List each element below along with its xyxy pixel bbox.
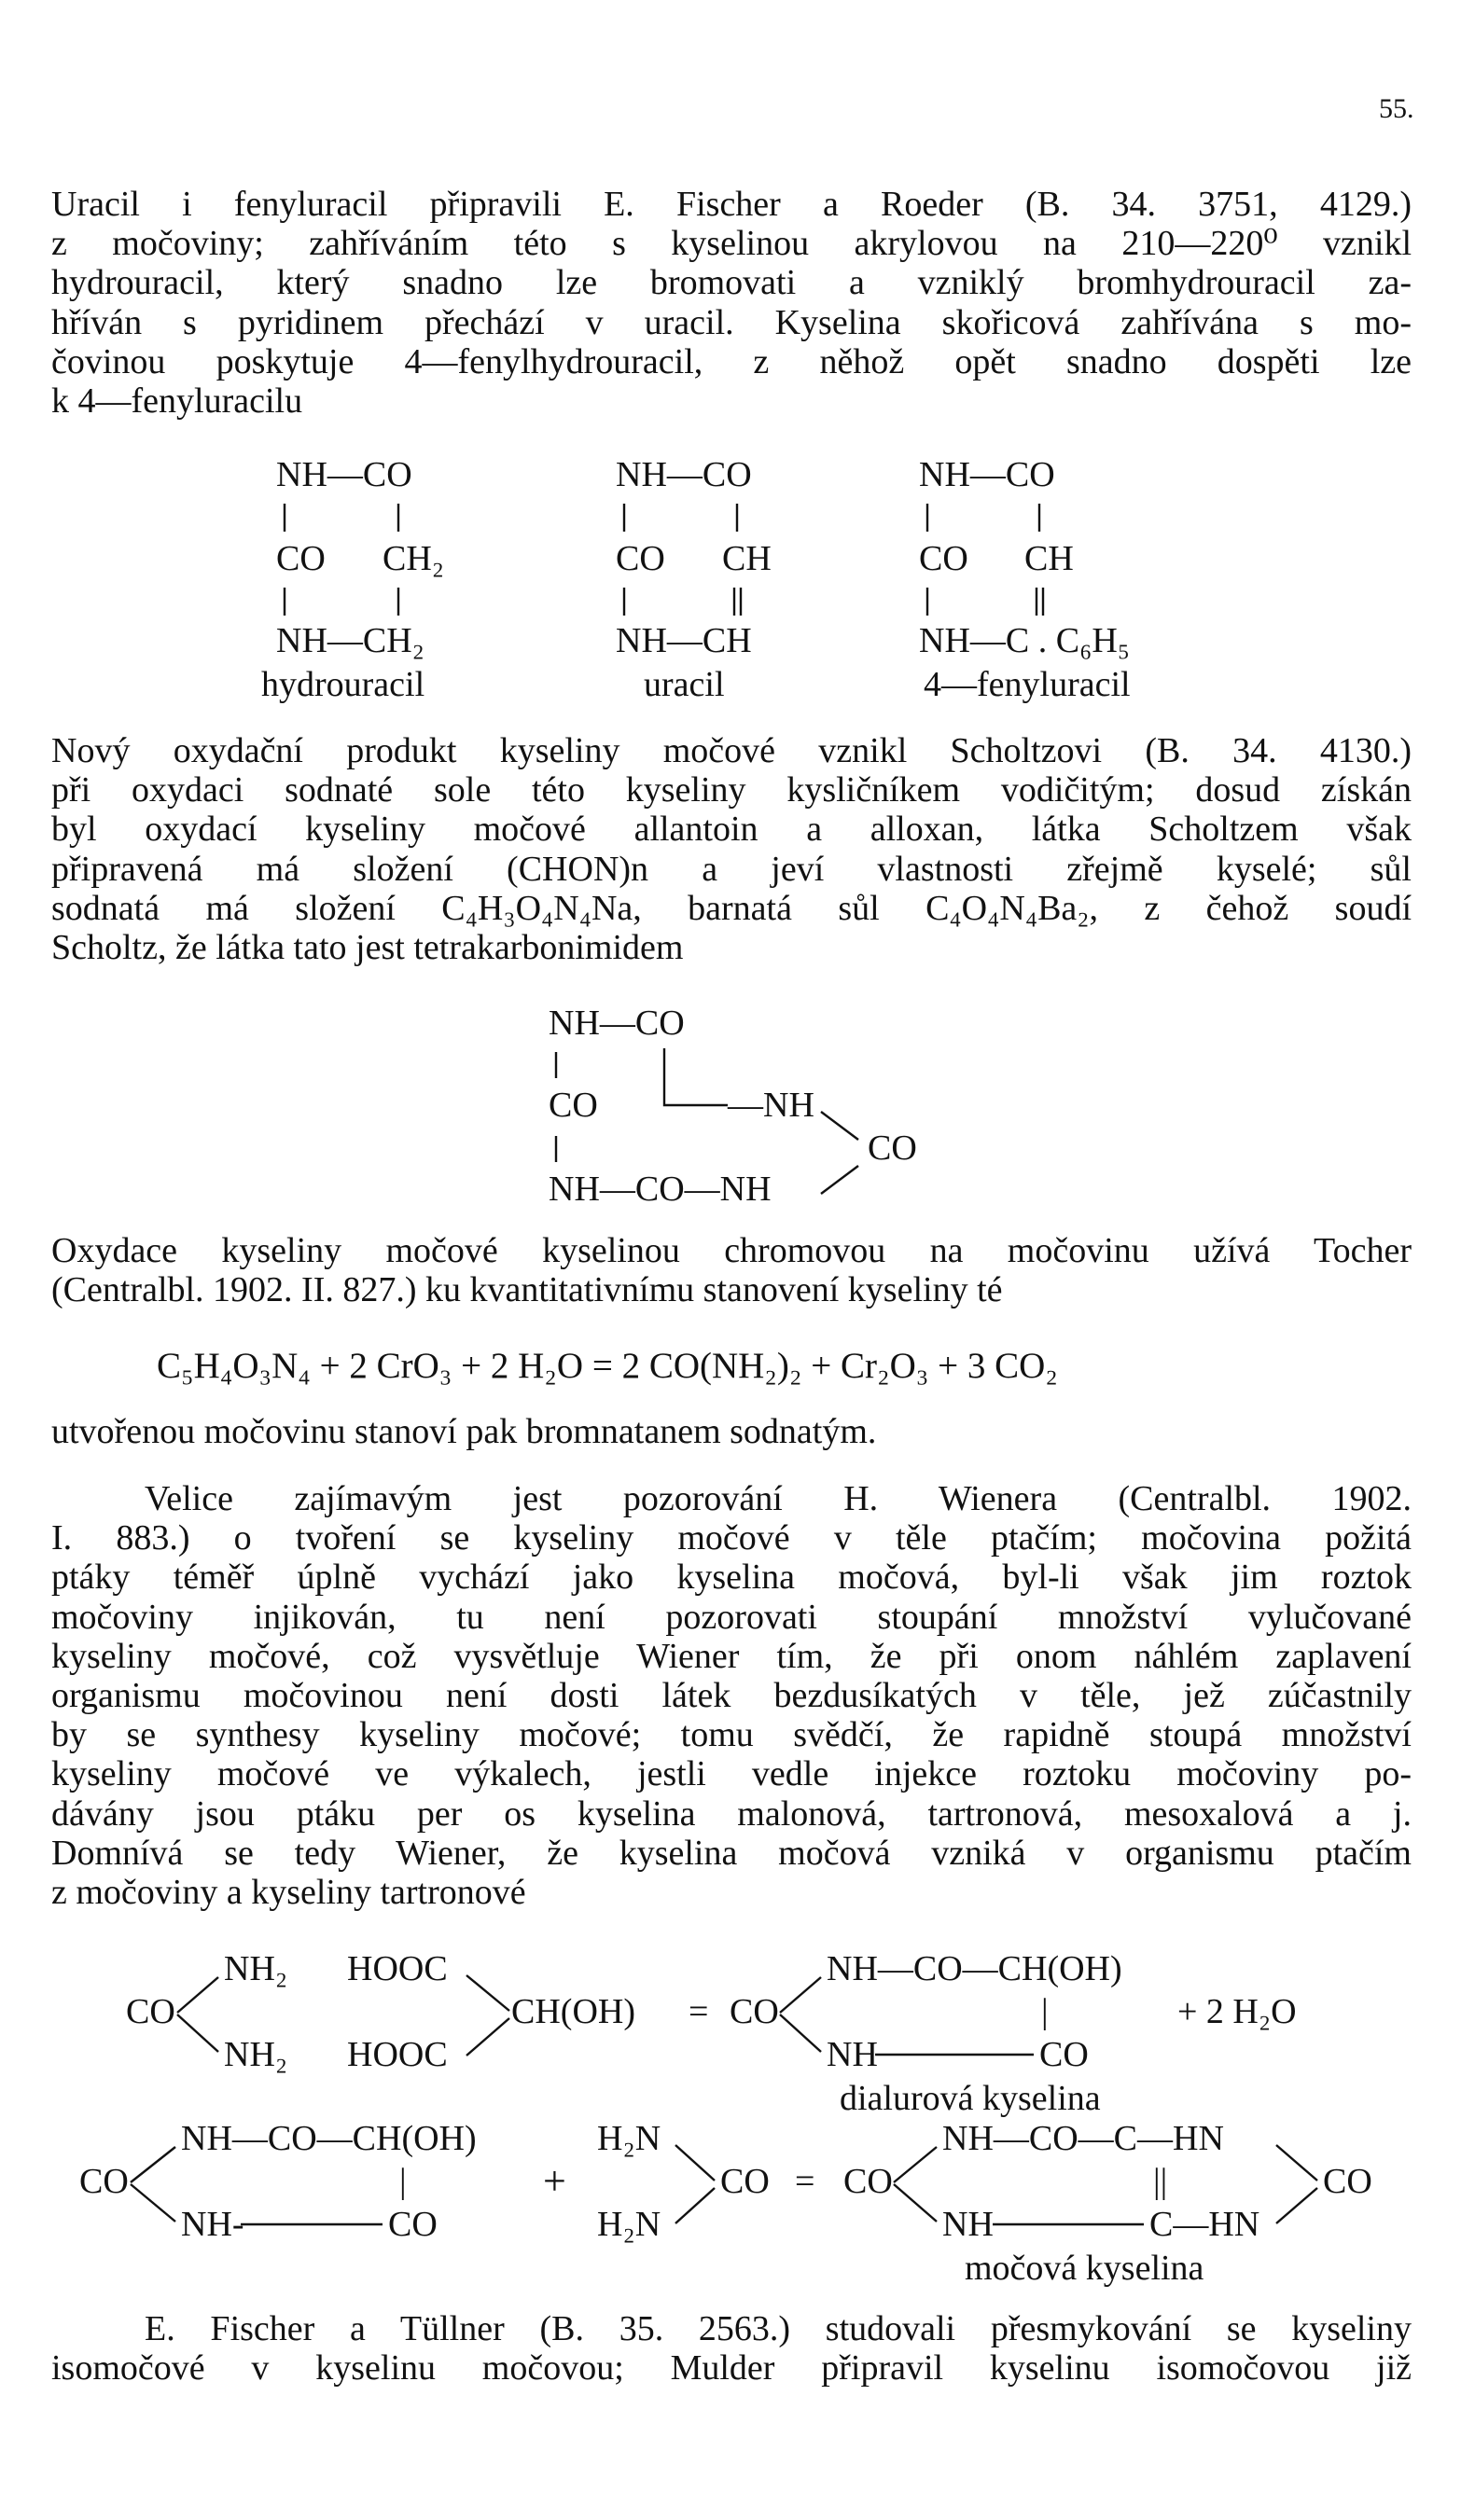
formula-part: CO (730, 1992, 779, 2031)
formula-part: NH—CO—C—HN (942, 2119, 1224, 2158)
paragraph-wiener (51, 1479, 1412, 1912)
formula-part: CH(OH) (511, 1992, 635, 2031)
formula-part: NH₂ (224, 2035, 288, 2074)
compound-name: 4—fenyluracil (924, 665, 1131, 704)
formula-part: NH—CO—CH(OH) (827, 1949, 1122, 1988)
page-number: 55. (1379, 93, 1414, 124)
formula-part: CO (79, 2162, 129, 2201)
formula-row: NH—C . C₆H₅ (919, 621, 1131, 660)
formula-part: C—HN (1149, 2205, 1260, 2244)
paragraph-uracil (51, 185, 1412, 421)
formula-row: NH—CO—NH (549, 1170, 772, 1209)
text-line: hydrouracil, který snadno lze bromovati a vzniklý bromhydrouracil za- (51, 263, 1412, 303)
formula-part: HOOC (347, 2035, 448, 2074)
text-line: I. 883.) o tvoření se kyseliny močové v těle ptačím; močovina požitá (51, 1518, 1412, 1558)
text-line: E. Fischer a Tüllner (B. 35. 2563.) studovali přesmykování se kyseliny (145, 2309, 1412, 2348)
compound-name: uracil (644, 665, 725, 704)
formula-part: NH₂ (224, 1949, 288, 1988)
formula-part: + (543, 2158, 566, 2204)
text-line: Scholtz, že látka tato jest tetrakarbonimidem (51, 928, 684, 968)
formula-part: CO (1039, 2035, 1089, 2074)
formula-row: CO (919, 539, 968, 578)
formula-part: H₂N (597, 2119, 661, 2158)
formula-row: NH—CO (919, 455, 1055, 494)
text-line: k 4—fenyluracilu (51, 381, 303, 422)
paragraph-scholtz (51, 731, 1412, 967)
formula-part: NH- (181, 2205, 244, 2244)
text-line: čovinou poskytuje 4—fenylhydrouracil, z něhož opět snadno dospěti lze (51, 341, 1412, 381)
text-line: Oxydace kyseliny močové kyselinou chromovou na močovinu užívá Tocher (51, 1231, 1412, 1270)
compound-name: hydrouracil (261, 665, 425, 704)
text-line: utvořenou močovinu stanoví pak bromnatanem sodnatým. (51, 1412, 877, 1451)
formula-part: CO (126, 1992, 175, 2031)
paragraph-bromnatan (51, 1412, 1412, 1451)
text-line: kyseliny močové ve výkalech, jestli vedle injekce roztoku močoviny po- (51, 1754, 1412, 1794)
text-line: Domnívá se tedy Wiener, že kyselina močová vzniká v organismu ptačím (51, 1833, 1412, 1873)
formula-row: CH (722, 539, 772, 578)
formula-part: H₂N (597, 2205, 661, 2244)
formula-part: CO (720, 2162, 770, 2201)
formula-part: CO (388, 2205, 438, 2244)
formula-row: CO (616, 539, 665, 578)
text-line: ptáky téměř úplně vychází jako kyselina močová, byl-li však jim roztok (51, 1558, 1412, 1598)
formula-part: CO (1323, 2162, 1372, 2201)
text-line: z močoviny; zahříváním této s kyselinou akrylovou na 210—220⁰ vznikl (51, 224, 1412, 264)
formula-row: NH—CO (549, 1004, 685, 1043)
formula-row: CH (1024, 539, 1074, 578)
formula-part: NH (827, 2035, 878, 2074)
text-line: (Centralbl. 1902. II. 827.) ku kvantitativnímu stanovení kyseliny té (51, 1270, 1003, 1310)
formula-row: CO (549, 1086, 598, 1125)
text-line: organismu močovinou není dosti látek bezdusíkatých v těle, jež zúčastnily (51, 1676, 1412, 1716)
text-line: kyseliny močové, což vysvětluje Wiener tím, že při onom náhlém zaplavení (51, 1636, 1412, 1676)
text-line: dávány jsou ptáku per os kyselina malonová, tartronová, mesoxalová a j. (51, 1793, 1412, 1834)
formula-row: CO (868, 1128, 917, 1168)
formula-row: —NH (728, 1086, 814, 1125)
formula-part: + 2 H₂O (1177, 1992, 1297, 2031)
formula-part: NH (942, 2205, 994, 2244)
text-line: Nový oxydační produkt kyseliny močové vznikl Scholtzovi (B. 34. 4130.) (51, 731, 1412, 770)
text-line: připravená má složení (CHON)n a jeví vlastnosti zřejmě kyselé; sůl (51, 849, 1412, 889)
formula-part: | (399, 2162, 407, 2201)
formula-row: CH₂ (383, 539, 445, 578)
text-line: Velice zajímavým jest pozorování H. Wienera (Centralbl. 1902. (145, 1479, 1412, 1518)
formula-part: HOOC (347, 1949, 448, 1988)
formula-row: NH—CH (616, 621, 752, 660)
text-line: Uracil i fenyluracil připravili E. Fischer a Roeder (B. 34. 3751, 4129.) (51, 185, 1412, 224)
text-line: hříván s pyridinem přechází v uracil. Kyselina skořicová zahřívána s mo- (51, 302, 1412, 342)
text-line: při oxydaci sodnaté sole této kyseliny kysličníkem vodičitým; dosud získán (51, 770, 1412, 810)
formula-part: || (1153, 2162, 1168, 2201)
formula-part: NH—CO—CH(OH) (181, 2119, 477, 2158)
formula-part: = (795, 2162, 815, 2201)
text-line: močoviny injikován, tu není pozorovati stoupání množství vylučované (51, 1597, 1412, 1637)
text-line: z močoviny a kyseliny tartronové (51, 1873, 526, 1913)
text-line: isomočové v kyselinu močovou; Mulder připravil kyselinu isomočovou již (51, 2348, 1412, 2388)
text-line: sodnatá má složení C₄H₃O₄N₄Na, barnatá sůl C₄O₄N₄Ba₂, z čehož soudí (51, 888, 1412, 928)
paragraph-tocher (51, 1231, 1412, 1309)
formula-row: NH—CH₂ (276, 621, 424, 660)
text-line: by se synthesy kyseliny močové; tomu svědčí, že rapidně stoupá množství (51, 1715, 1412, 1755)
formula-row: NH—CO (616, 455, 752, 494)
equation-uric-acid-oxidation: C₅H₄O₃N₄ + 2 CrO₃ + 2 H₂O = 2 CO(NH₂)₂ + Cr₂O₃ + 3 CO₂ (157, 1346, 1058, 1386)
formula-row: NH—CO (276, 455, 412, 494)
formula-row: CO (276, 539, 326, 578)
formula-part: = (689, 1992, 709, 2031)
formula-part: | (1041, 1992, 1049, 2031)
formula-part: CO (843, 2162, 893, 2201)
text-line: byl oxydací kyseliny močové allantoin a alloxan, látka Scholtzem však (51, 810, 1412, 850)
compound-name: dialurová kyselina (840, 2079, 1101, 2118)
paragraph-fischer-tullner (51, 2309, 1412, 2388)
compound-name: močová kyselina (965, 2249, 1204, 2288)
